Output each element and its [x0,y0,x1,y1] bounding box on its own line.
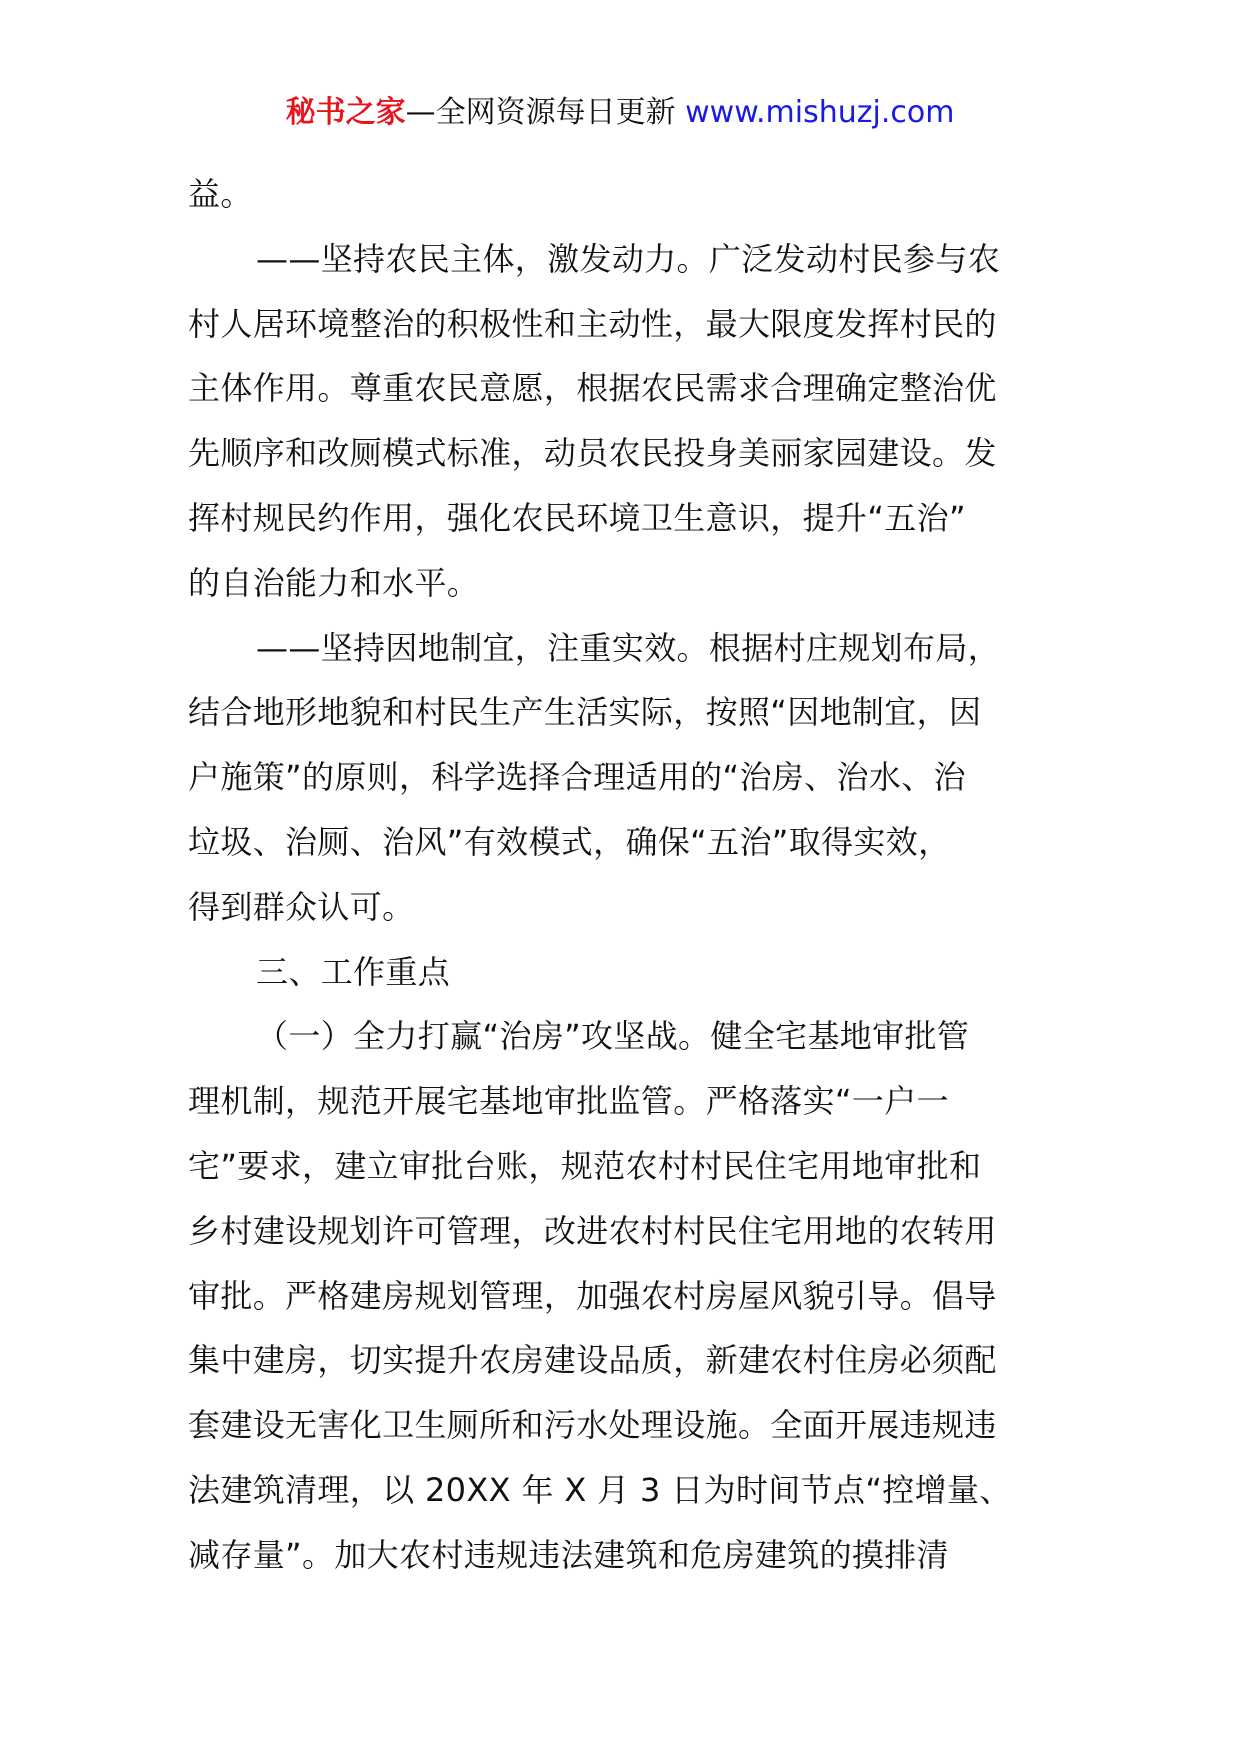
document-body [188,162,1060,1588]
text-line: 户施策”的原则，科学选择合理适用的“治房、治水、治 [188,758,966,797]
text-line: 集中建房，切实提升农房建设品质，新建农村住房必须配 [188,1341,997,1380]
text-line: 得到群众认可。 [188,887,415,926]
paragraph-line: ——坚持农民主体，激发动力。广泛发动村民参与农 [256,239,1001,278]
brand-name: 秘书之家 [285,95,406,130]
text-line: 宅”要求，建立审批台账，规范农村村民住宅用地审批和 [188,1146,982,1185]
text-line: 法建筑清理，以 20XX 年 X 月 3 日为时间节点“控增量、 [188,1470,1012,1509]
text-line: 理机制，规范开展宅基地审批监管。严格落实“一户一 [188,1082,949,1121]
text-line: 的自治能力和水平。 [188,563,480,602]
text-line: 结合地形地貌和村民生产生活实际，按照“因地制宜，因 [188,693,982,732]
header-tagline: —全网资源每日更新 [405,95,686,130]
paragraph-line: （一）全力打赢“治房”攻坚战。健全宅基地审批管 [256,1017,970,1056]
text-line: 审批。严格建房规划管理，加强农村房屋风貌引导。倡导 [188,1276,997,1315]
text-line: 挥村规民约作用，强化农民环境卫生意识，提升“五治” [188,498,966,537]
paragraph-line: ——坚持因地制宜，注重实效。根据村庄规划布局， [256,628,1001,667]
text-line: 乡村建设规划许可管理，改进农村村民住宅用地的农转用 [188,1211,997,1250]
site-header [0,95,1240,130]
text-line: 垃圾、治厕、治风”有效模式，确保“五治”取得实效， [188,822,951,861]
text-line: 套建设无害化卫生厕所和污水处理设施。全面开展违规违 [188,1406,997,1445]
text-line: 主体作用。尊重农民意愿，根据农民需求合理确定整治优 [188,369,997,408]
text-line: 减存量”。加大农村违规违法建筑和危房建筑的摸排清 [188,1535,949,1574]
text-line: 村人居环境整治的积极性和主动性，最大限度发挥村民的 [188,304,997,343]
text-line: 益。 [188,175,253,213]
site-url-link[interactable]: www.mishuzj.com [685,95,955,130]
section-heading: 三、工作重点 [256,952,451,991]
text-line: 先顺序和改厕模式标准，动员农民投身美丽家园建设。发 [188,434,997,473]
